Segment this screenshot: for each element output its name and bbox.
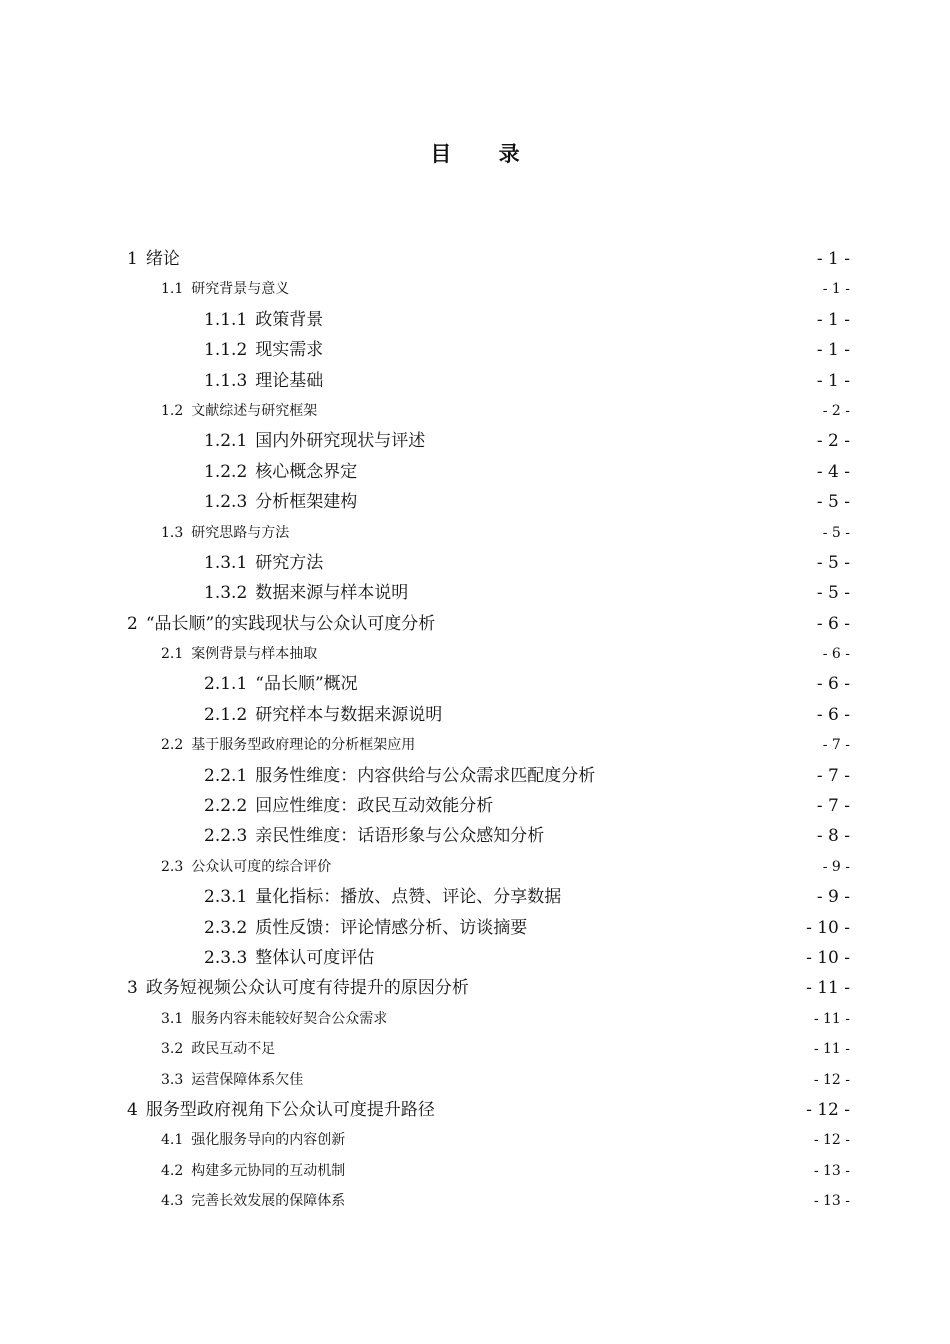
toc-entry-number: 3.3: [161, 1071, 184, 1088]
toc-entry[interactable]: [0, 274, 950, 304]
toc-entry-label: 完善长效发展的保障体系: [191, 1193, 346, 1210]
toc-entry-label: 研究思路与方法: [191, 524, 290, 541]
toc-entry-page-number: - 11 -: [813, 1010, 850, 1027]
toc-entry-page-number: - 5 -: [816, 492, 850, 513]
toc-entry-page-number: - 5 -: [822, 524, 850, 541]
toc-entry-page-number: - 12 -: [806, 1099, 850, 1120]
toc-entry-label: 公众认可度的综合评价: [191, 858, 332, 875]
toc-entry[interactable]: [0, 943, 950, 973]
toc-entry-label: “品长顺”概况: [255, 674, 358, 695]
toc-entry-page-number: - 5 -: [816, 583, 850, 604]
toc-entry-page-number: - 12 -: [813, 1071, 850, 1088]
toc-entry-number: 2.2: [161, 737, 184, 754]
toc-entry-number: 4.2: [161, 1162, 184, 1179]
toc-entry-number: 2.3: [161, 858, 184, 875]
toc-entry-label: 回应性维度：政民互动效能分析: [255, 796, 494, 817]
toc-entry-label: 数据来源与样本说明: [255, 583, 409, 604]
toc-entry[interactable]: [0, 852, 950, 882]
toc-entry-page-number: - 1 -: [816, 249, 850, 269]
toc-entry[interactable]: [0, 1034, 950, 1064]
toc-entry-label: 核心概念界定: [255, 461, 358, 482]
toc-entry-number: 1.1: [161, 281, 184, 298]
toc-entry[interactable]: [0, 973, 950, 1003]
toc-entry-label: 政策背景: [255, 309, 324, 330]
toc-entry-number: 2.2.2: [204, 796, 248, 817]
toc-entry-number: 1.1.2: [204, 340, 248, 361]
toc-entry-number: 2.1: [161, 646, 184, 663]
toc-entry[interactable]: [0, 1004, 950, 1034]
toc-entry-number: 1.3: [161, 524, 184, 541]
toc-entry-label: 理论基础: [255, 370, 324, 391]
toc-entry-page-number: - 6 -: [816, 704, 850, 725]
toc-entry-page-number: - 1 -: [822, 281, 850, 298]
toc-entry-page-number: - 13 -: [813, 1162, 850, 1179]
toc-entry-page-number: - 4 -: [816, 461, 850, 482]
page-title: 目 录: [430, 142, 540, 166]
toc-entry-label: 现实需求: [255, 340, 324, 361]
toc-entry-page-number: - 1 -: [816, 370, 850, 391]
toc-entry-number: 4.3: [161, 1193, 184, 1210]
toc-entry-number: 2.3.1: [204, 887, 248, 908]
toc-entry-page-number: - 1 -: [816, 340, 850, 361]
toc-entry[interactable]: [0, 548, 950, 578]
toc-entry-page-number: - 6 -: [816, 674, 850, 695]
toc-entry-page-number: - 2 -: [816, 431, 850, 452]
toc-entry-page-number: - 12 -: [813, 1132, 850, 1149]
toc-entry[interactable]: [0, 761, 950, 791]
toc-entry[interactable]: [0, 244, 950, 274]
toc-entry-label: 整体认可度评估: [255, 947, 375, 968]
toc-entry-number: 2.1.2: [204, 704, 248, 725]
toc-entry-number: 1.2: [161, 402, 184, 419]
toc-entry[interactable]: [0, 913, 950, 943]
toc-entry[interactable]: [0, 821, 950, 851]
toc-entry[interactable]: [0, 487, 950, 517]
toc-entry-label: 强化服务导向的内容创新: [191, 1132, 346, 1149]
toc-entry[interactable]: [0, 305, 950, 335]
toc-entry-label: 亲民性维度：话语形象与公众感知分析: [255, 826, 545, 847]
toc-entry-label: 运营保障体系欠佳: [191, 1071, 304, 1088]
toc-entry-page-number: - 7 -: [816, 796, 850, 817]
toc-entry-number: 2.3.2: [204, 917, 248, 938]
toc-entry[interactable]: [0, 396, 950, 426]
toc-entry[interactable]: [0, 730, 950, 760]
toc-entry[interactable]: [0, 335, 950, 365]
toc-entry-number: 1.2.2: [204, 461, 248, 482]
toc-entry[interactable]: [0, 366, 950, 396]
toc-entry-page-number: - 11 -: [806, 978, 850, 999]
toc-entry-number: 2: [127, 613, 138, 634]
toc-entry-number: 3: [127, 978, 138, 999]
toc-entry-page-number: - 13 -: [813, 1193, 850, 1210]
toc-entry-page-number: - 10 -: [806, 947, 850, 968]
toc-entry-number: 1.2.1: [204, 431, 248, 452]
toc-entry[interactable]: [0, 700, 950, 730]
toc-entry-label: 服务性维度：内容供给与公众需求匹配度分析: [255, 765, 596, 786]
toc-entry-label: 服务型政府视角下公众认可度提升路径: [145, 1099, 435, 1120]
toc-entry-page-number: - 6 -: [822, 646, 850, 663]
toc-entry-label: 政务短视频公众认可度有待提升的原因分析: [145, 978, 469, 999]
toc-entry-page-number: - 6 -: [816, 613, 850, 634]
toc-entry-number: 4.1: [161, 1132, 184, 1149]
toc-entry[interactable]: [0, 426, 950, 456]
toc-entry-page-number: - 1 -: [816, 309, 850, 330]
toc-entry-page-number: - 7 -: [822, 737, 850, 754]
toc-entry-number: 2.2.1: [204, 765, 248, 786]
toc-entry-label: 基于服务型政府理论的分析框架应用: [191, 737, 416, 754]
toc-entry-label: 质性反馈：评论情感分析、访谈摘要: [255, 917, 528, 938]
toc-entry-page-number: - 5 -: [816, 552, 850, 573]
toc-entry-label: 研究背景与意义: [191, 281, 290, 298]
toc-entry[interactable]: [0, 1156, 950, 1186]
toc-entry-number: 3.1: [161, 1010, 184, 1027]
toc-entry-label: 政民互动不足: [191, 1041, 276, 1058]
toc-entry-number: 1.3.1: [204, 552, 248, 573]
toc-entry-number: 2.2.3: [204, 826, 248, 847]
toc-entry[interactable]: [0, 639, 950, 669]
toc-entry-label: 研究方法: [255, 552, 324, 573]
toc-entry-number: 1.3.2: [204, 583, 248, 604]
toc-entry[interactable]: [0, 609, 950, 639]
toc-entry-page-number: - 9 -: [822, 858, 850, 875]
toc-entry-number: 1.1.3: [204, 370, 248, 391]
toc-entry[interactable]: [0, 518, 950, 548]
toc-entry-page-number: - 11 -: [813, 1041, 850, 1058]
toc-entry-number: 1.1.1: [204, 309, 248, 330]
toc-entry-label: 服务内容未能较好契合公众需求: [191, 1010, 388, 1027]
toc-entry[interactable]: [0, 1095, 950, 1125]
toc-entry[interactable]: [0, 882, 950, 912]
toc-entry-page-number: - 2 -: [822, 402, 850, 419]
toc-entry[interactable]: [0, 578, 950, 608]
toc-entry-number: 3.2: [161, 1041, 184, 1058]
toc-entry-page-number: - 9 -: [816, 887, 850, 908]
toc-entry-label: “品长顺”的实践现状与公众认可度分析: [145, 613, 436, 634]
toc-entry[interactable]: [0, 669, 950, 699]
toc-entry-number: 4: [127, 1099, 138, 1120]
toc-entry-number: 2.1.1: [204, 674, 248, 695]
toc-entry-label: 分析框架建构: [255, 492, 358, 513]
toc-entry-number: 1.2.3: [204, 492, 248, 513]
toc-entry[interactable]: [0, 791, 950, 821]
toc-entry-label: 文献综述与研究框架: [191, 402, 318, 419]
toc-entry-label: 研究样本与数据来源说明: [255, 704, 443, 725]
toc-entry-page-number: - 10 -: [806, 917, 850, 938]
toc-entry-number: 1: [127, 249, 138, 269]
toc-entry[interactable]: [0, 457, 950, 487]
toc-entry-label: 案例背景与样本抽取: [191, 646, 318, 663]
toc-entry-label: 量化指标：播放、点赞、评论、分享数据: [255, 887, 562, 908]
toc-entry-label: 绪论: [145, 249, 180, 269]
toc-entry-page-number: - 8 -: [816, 826, 850, 847]
toc-entry-number: 2.3.3: [204, 947, 248, 968]
toc-entry[interactable]: [0, 1186, 950, 1216]
toc-entry-label: 构建多元协同的互动机制: [191, 1162, 346, 1179]
toc-entry-page-number: - 7 -: [816, 765, 850, 786]
table-of-contents: [0, 244, 950, 1217]
toc-entry[interactable]: [0, 1065, 950, 1095]
toc-entry[interactable]: [0, 1125, 950, 1155]
toc-entry-label: 国内外研究现状与评述: [255, 431, 426, 452]
